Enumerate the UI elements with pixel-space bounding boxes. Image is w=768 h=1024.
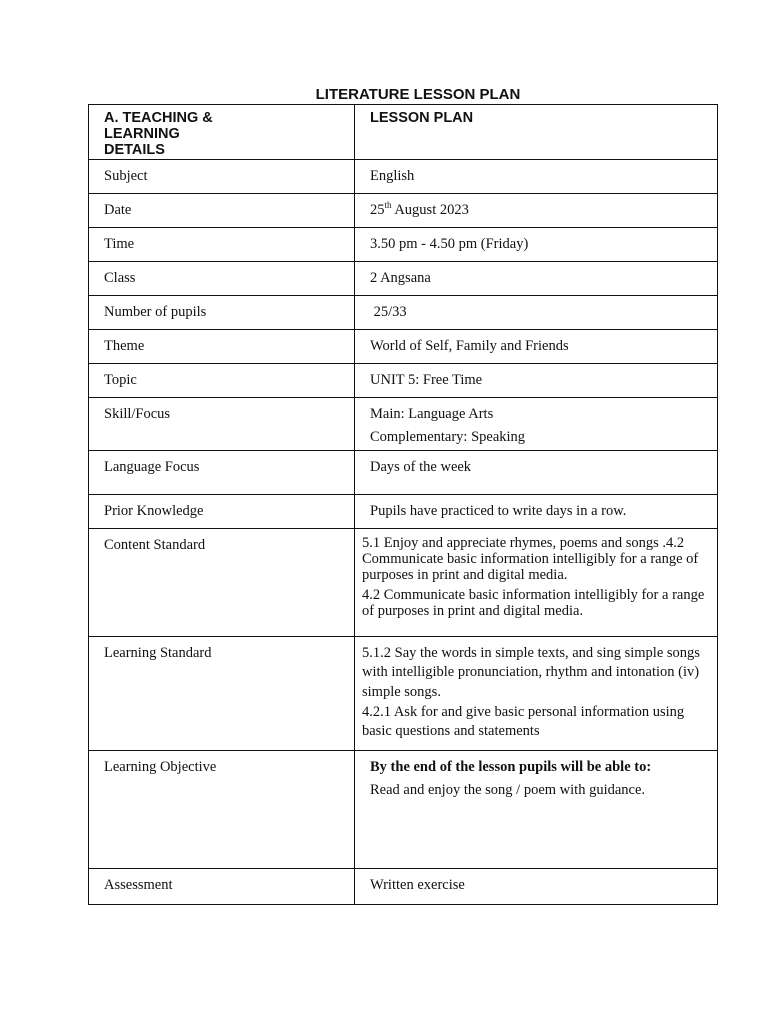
table-row [89,528,718,636]
row-value [355,194,717,219]
row-label: Time [104,235,135,252]
row-label-cell [89,868,355,904]
row-label: Learning Objective [104,758,217,775]
row-value: Days of the week [370,458,472,475]
row-value [355,751,717,799]
skill-main: Main: Language Arts [370,405,494,422]
learning-standard-2: 4.2.1 Ask for and give basic personal information using basic questions and statements [362,703,685,740]
row-value-cell [355,868,718,904]
row-label-cell [89,636,355,750]
row-value: 25/33 [370,303,407,320]
row-value-cell [355,494,718,528]
row-label: Assessment [104,876,173,893]
table-header-row [89,105,718,160]
content-standard-2: 4.2 Communicate basic information intelligibly for a range of purposes in print and digital media. [362,586,705,619]
table-row [89,329,718,363]
skill-complementary: Complementary: Speaking [370,428,526,445]
row-value-cell [355,450,718,494]
row-value [355,398,717,446]
row-label: Skill/Focus [104,405,171,422]
row-value [355,637,717,742]
row-label-cell [89,295,355,329]
objective-text: Read and enjoy the song / poem with guidance. [370,781,646,798]
header-cell-left [89,105,355,160]
row-label: Learning Standard [104,644,212,661]
row-label-cell [89,494,355,528]
page-title: LITERATURE LESSON PLAN [315,86,521,103]
row-value-cell [355,193,718,227]
header-right-text: LESSON PLAN [370,110,474,126]
row-value-cell [355,295,718,329]
row-value-cell [355,227,718,261]
table-row [89,636,718,750]
table-row [89,159,718,193]
header-left-text: A. TEACHING & LEARNING DETAILS [104,110,213,158]
row-value-cell [355,159,718,193]
row-label-cell [89,261,355,295]
row-label-cell [89,450,355,494]
row-label-cell [89,193,355,227]
date-rest: August 2023 [391,201,469,218]
date-day: 25 [370,201,385,218]
row-label: Topic [104,371,137,388]
row-label-cell [89,363,355,397]
row-label: Subject [104,167,148,184]
objective-heading: By the end of the lesson pupils will be able to: [370,758,652,775]
table-row [89,295,718,329]
row-value: 2 Angsana [370,269,431,286]
table-row [89,261,718,295]
content-standard-1: 5.1 Enjoy and appreciate rhymes, poems and songs .4.2 Communicate basic information intelligibly for a range of purposes in print and digital media. [362,534,699,583]
row-value-cell [355,261,718,295]
row-value-cell [355,363,718,397]
row-label-cell [89,329,355,363]
row-value-cell [355,528,718,636]
date-ordinal-suffix: th [384,199,392,210]
table-row [89,868,718,904]
table-row [89,397,718,450]
table-row [89,227,718,261]
row-value: Written exercise [370,876,465,893]
row-label: Language Focus [104,458,200,475]
row-value-cell [355,329,718,363]
lesson-plan-table [88,104,718,905]
row-value [355,529,717,620]
row-label-cell [89,227,355,261]
row-label: Theme [104,337,145,354]
row-value-cell [355,397,718,450]
row-value: English [370,167,415,184]
row-value: World of Self, Family and Friends [370,337,569,354]
row-label-cell [89,750,355,868]
row-label: Class [104,269,136,286]
row-label-cell [89,159,355,193]
header-cell-right [355,105,718,160]
table-row [89,494,718,528]
table-row [89,193,718,227]
row-label-cell [89,528,355,636]
row-value: 3.50 pm - 4.50 pm (Friday) [370,235,529,252]
row-label-cell [89,397,355,450]
table-row [89,750,718,868]
row-value: Pupils have practiced to write days in a row. [370,502,627,519]
table-row [89,450,718,494]
row-value: UNIT 5: Free Time [370,371,483,388]
table-row [89,363,718,397]
row-value-cell [355,750,718,868]
learning-standard-1: 5.1.2 Say the words in simple texts, and sing simple songs with intelligible pronunciation, rhythm and intonation (iv) simple songs. [362,644,700,700]
row-label: Number of pupils [104,303,207,320]
row-label: Prior Knowledge [104,502,204,519]
row-label: Date [104,201,132,218]
row-value-cell [355,636,718,750]
row-label: Content Standard [104,536,206,553]
